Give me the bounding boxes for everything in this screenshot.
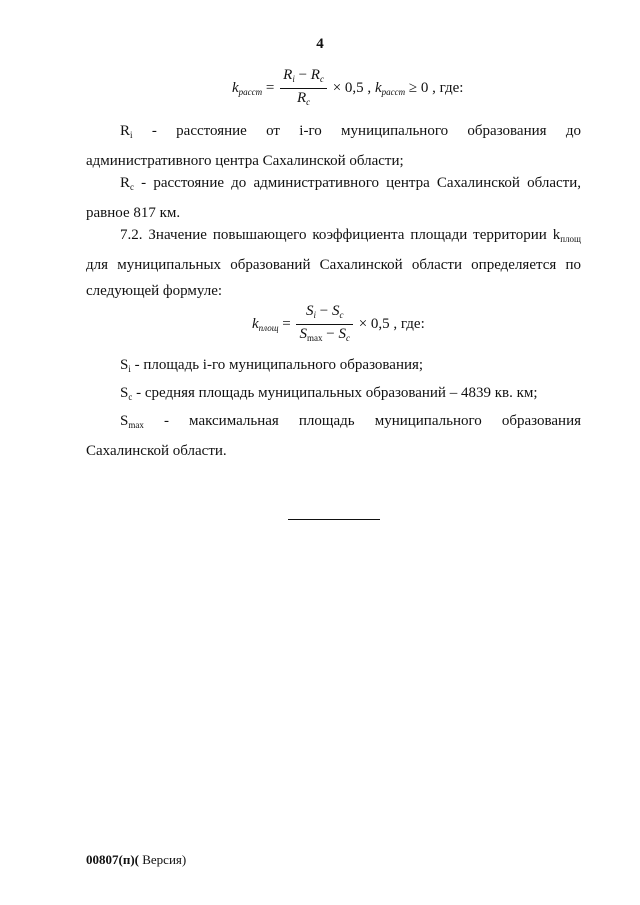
formula-cond-sub: рассm: [381, 86, 406, 97]
formula-denominator: $R_c$: [296, 90, 311, 107]
formula-numerator: $R_i - R_c$: [280, 66, 327, 89]
definition-smax: $S_{max}$ - максимальная площадь муниципального образования Сахалинской области.: [86, 413, 581, 459]
page-number: 4: [316, 36, 324, 52]
formula-k-rasst: $k_{рассm}$ = $\frac{R_i - R_c}{R_c}$ × 0,5 , $k_{рассm} \ge 0$ , где:: [232, 66, 463, 111]
formula-lhs-sub: рассm: [238, 86, 263, 97]
formula2-numerator: $S_i - S_c$: [296, 302, 352, 325]
formula-tail: × 0,5 ,: [332, 79, 372, 96]
formula-lhs: k: [232, 79, 239, 96]
formula2-tail: × 0,5 , где:: [358, 315, 425, 332]
formula2-lhs: k: [252, 315, 259, 332]
formula2-lhs-sub: площ: [258, 322, 279, 333]
definition-ri: $R_i$ - расстояние от i-го муниципального образования до административного центра Сахалинской области;: [86, 123, 581, 169]
definition-rc: $R_c$ - расстояние до административного центра Сахалинской области, равное 817 км.: [86, 175, 581, 221]
formula-cond-k: k: [374, 79, 382, 96]
end-divider: [288, 519, 380, 520]
definition-sc: $S_c$ - средняя площадь муниципальных образований – 4839 кв. км;: [120, 385, 538, 402]
formula-k-plosh: $k_{площ}$ = $\frac{S_i - S_c}{S_{max} - S_c}$ × 0,5 , где:: [252, 302, 425, 347]
formula2-denominator: $S_{max} - S_c$: [299, 326, 350, 343]
footer-code: 00807(п)( Версия): [86, 852, 187, 867]
definition-si: $S_i$ - площадь i-го муниципального образования;: [120, 357, 424, 374]
formula-fraction: [280, 66, 327, 111]
formula-cond-tail: ≥ 0 , где:: [408, 79, 464, 96]
formula2-fraction: [296, 302, 352, 347]
paragraph-7-2: 7.2. Значение повышающего коэффициента площади территории $k_{площ}$ для муниципальных образований Сахалинской области определяется по следующей формуле:: [86, 227, 581, 299]
